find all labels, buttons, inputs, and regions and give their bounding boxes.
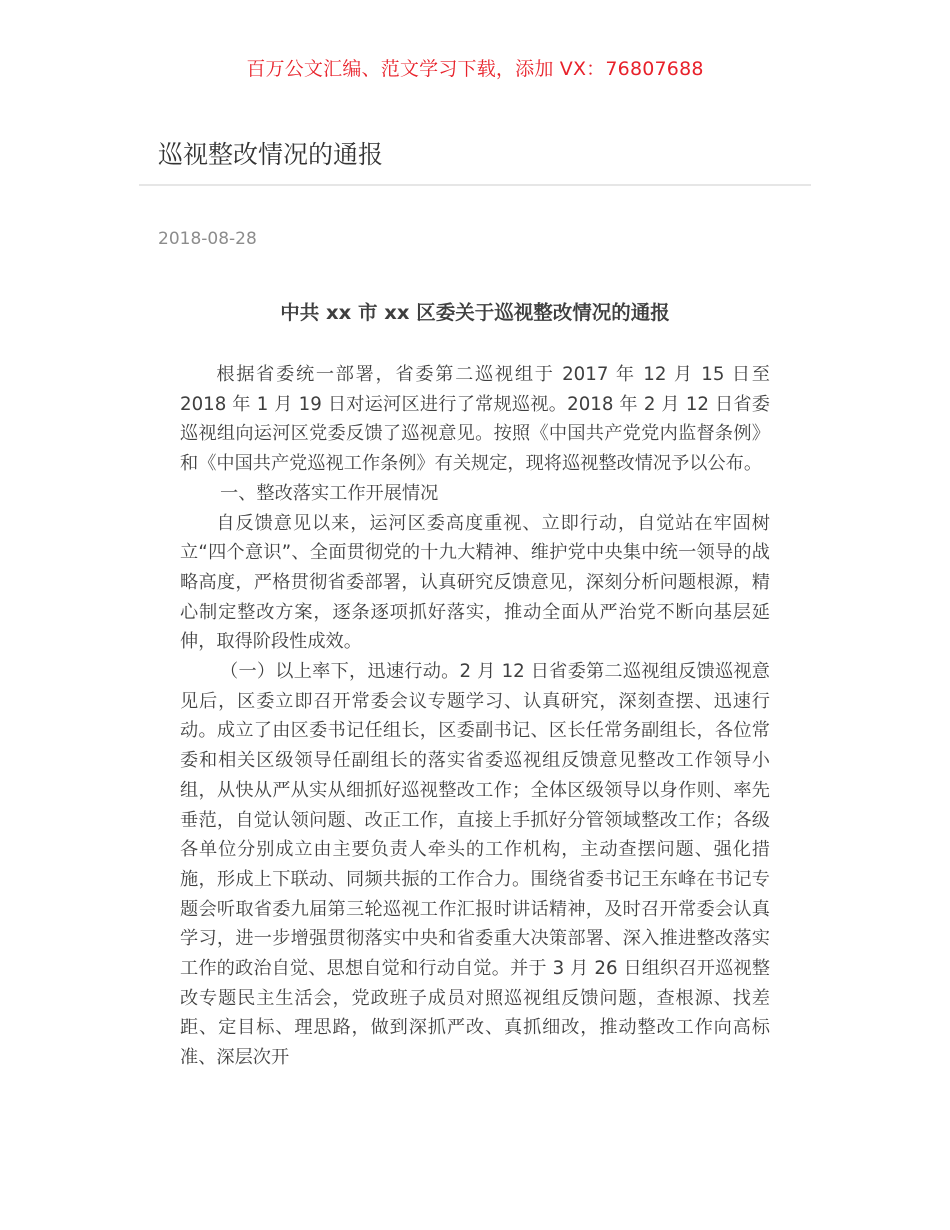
document-body [180, 360, 770, 1073]
document-heading: 中共 xx 市 xx 区委关于巡视整改情况的通报 [280, 301, 670, 324]
promo-banner: 百万公文汇编、范文学习下载，添加 VX：76807688 [246, 58, 704, 80]
publish-date: 2018-08-28 [158, 229, 257, 249]
paragraph-subsection-1: （一）以上率下，迅速行动。2 月 12 日省委第二巡视组反馈巡视意见后，区委立即召开常委会议专题学习、认真研究，深刻查摆、迅速行动。成立了由区委书记任组长，区委副书记、区长任常务副组长，各位常委和相关区级领导任副组长的落实省委巡视组反馈意见整改工作领导小组，从快从严从实从细抓好巡视整改工作；全体区级领导以身作则、率先垂范，自觉认领问题、改正工作，直接上手抓好分管领域整改工作；各级各单位分别成立由主要负责人牵头的工作机构，主动查摆问题、强化措施，形成上下联动、同频共振的工作合力。围绕省委书记王东峰在书记专题会听取省委九届第三轮巡视工作汇报时讲话精神，及时召开常委会认真学习，进一步增强贯彻落实中央和省委重大决策部署、深入推进整改落实工作的政治自觉、思想自觉和行动自觉。并于 3 月 26 日组织召开巡视整改专题民主生活会，党政班子成员对照巡视组反馈问题，查根源、找差距、定目标、理思路，做到深抓严改、真抓细改，推动整改工作向高标准、深层次开 [180, 661, 770, 1069]
section-heading-1: 一、整改落实工作开展情况 [220, 482, 439, 504]
paragraph-intro: 根据省委统一部署，省委第二巡视组于 2017 年 12 月 15 日至 2018 年 1 月 19 日对运河区进行了常规巡视。2018 年 2 月 12 日省委巡视组向运河区党委反馈了巡视意见。按照《中国共产党党内监督条例》和《中国共产党巡视工作条例》有关规定，现将巡视整改情况予以公布。 [180, 364, 770, 475]
title-divider [139, 184, 811, 186]
paragraph-overview: 自反馈意见以来，运河区委高度重视、立即行动，自觉站在牢固树立“四个意识”、全面贯彻党的十九大精神、维护党中央集中统一领导的战略高度，严格贯彻省委部署，认真研究反馈意见，深刻分析问题根源，精心制定整改方案，逐条逐项抓好落实，推动全面从严治党不断向基层延伸，取得阶段性成效。 [180, 512, 770, 653]
page-title: 巡视整改情况的通报 [158, 140, 384, 169]
